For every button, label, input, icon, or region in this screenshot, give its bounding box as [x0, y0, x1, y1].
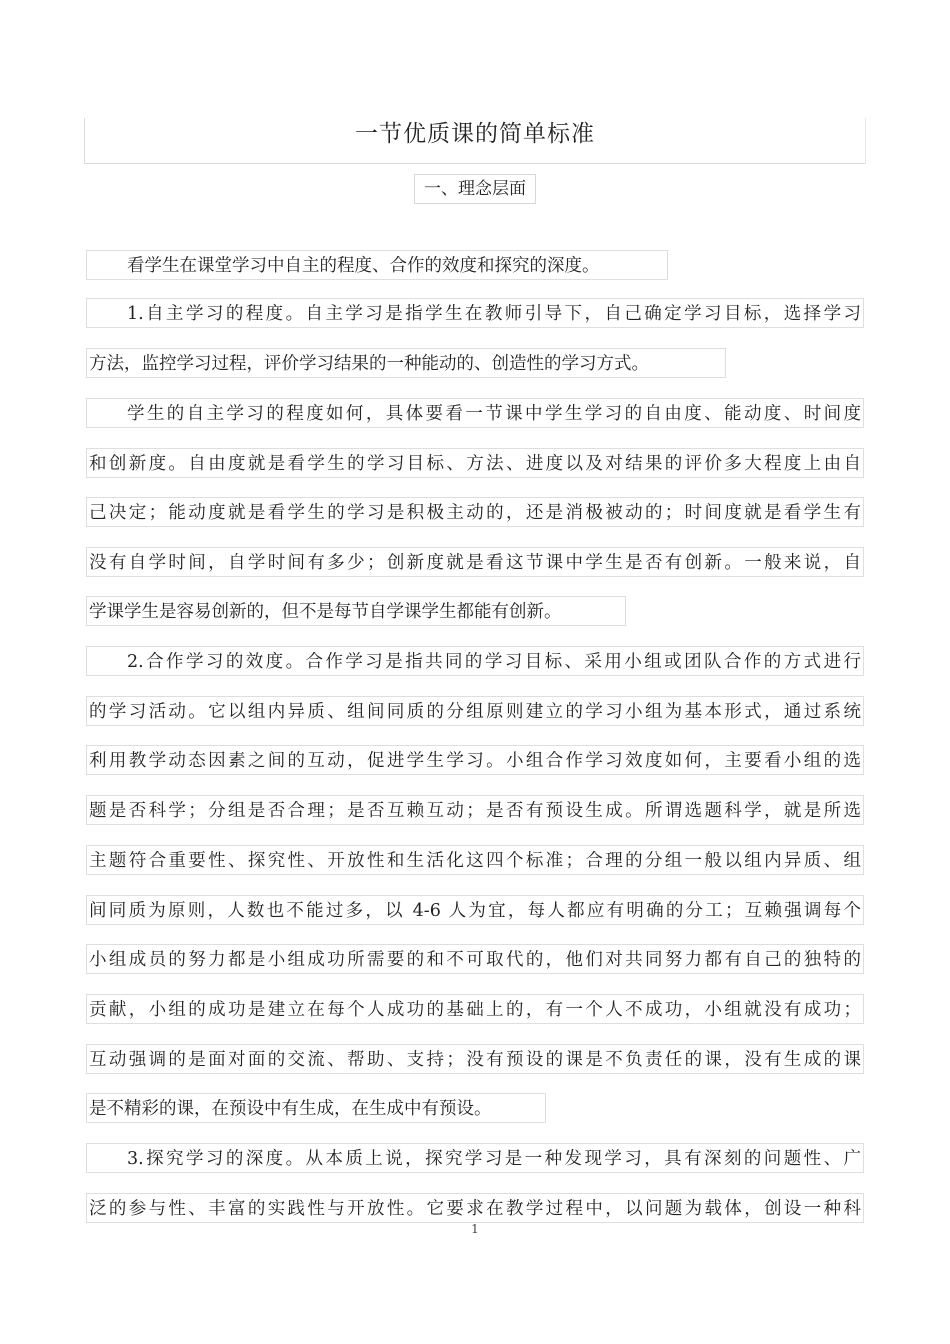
- text-line: 间同质为原则，人数也不能过多，以 4-6 人为宜，每人都应有明确的分工；互赖强调每个: [86, 895, 864, 925]
- text-line: 贡献，小组的成功是建立在每个人成功的基础上的，有一个人不成功，小组就没有成功；: [86, 994, 864, 1024]
- text-line: 方法，监控学习过程，评价学习结果的一种能动的、创造性的学习方式。: [86, 348, 726, 378]
- text-line: 小组成员的努力都是小组成功所需要的和不可取代的，他们对共同努力都有自己的独特的: [86, 944, 864, 974]
- page-number: 1: [471, 1222, 479, 1236]
- section-heading: 一、理念层面: [414, 174, 536, 204]
- text-line: 的学习活动。它以组内异质、组间同质的分组原则建立的学习小组为基本形式，通过系统: [86, 696, 864, 726]
- text-line: 和创新度。自由度就是看学生的学习目标、方法、进度以及对结果的评价多大程度上由自: [86, 448, 864, 478]
- page-title: 一节优质课的简单标准: [355, 121, 595, 147]
- text-line: 没有自学时间，自学时间有多少；创新度就是看这节课中学生是否有创新。一般来说，自: [86, 547, 864, 577]
- text-line: 学课学生是容易创新的，但不是每节自学课学生都能有创新。: [86, 596, 626, 626]
- text-line: 3.探究学习的深度。从本质上说，探究学习是一种发现学习，具有深刻的问题性、广: [86, 1143, 864, 1173]
- text-line: 己决定；能动度就是看学生的学习是积极主动的，还是消极被动的；时间度就是看学生有: [86, 497, 864, 527]
- text-line: 泛的参与性、丰富的实践性与开放性。它要求在教学过程中，以问题为载体，创设一种科: [86, 1193, 864, 1223]
- text-line: 1.自主学习的程度。自主学习是指学生在教师引导下，自己确定学习目标，选择学习: [86, 298, 864, 328]
- text-line: 2.合作学习的效度。合作学习是指共同的学习目标、采用小组或团队合作的方式进行: [86, 646, 864, 676]
- text-line: 学生的自主学习的程度如何，具体要看一节课中学生学习的自由度、能动度、时间度: [86, 398, 864, 428]
- text-line: 主题符合重要性、探究性、开放性和生活化这四个标准；合理的分组一般以组内异质、组: [86, 845, 864, 875]
- text-line: 互动强调的是面对面的交流、帮助、支持；没有预设的课是不负责任的课，没有生成的课: [86, 1044, 864, 1074]
- text-line: 题是否科学；分组是否合理；是否互赖互动；是否有预设生成。所谓选题科学，就是所选: [86, 795, 864, 825]
- text-line: 看学生在课堂学习中自主的程度、合作的效度和探究的深度。: [86, 250, 668, 280]
- text-line: 利用教学动态因素之间的互动，促进学生学习。小组合作学习效度如何，主要看小组的选: [86, 745, 864, 775]
- text-line: 是不精彩的课，在预设中有生成，在生成中有预设。: [86, 1093, 546, 1123]
